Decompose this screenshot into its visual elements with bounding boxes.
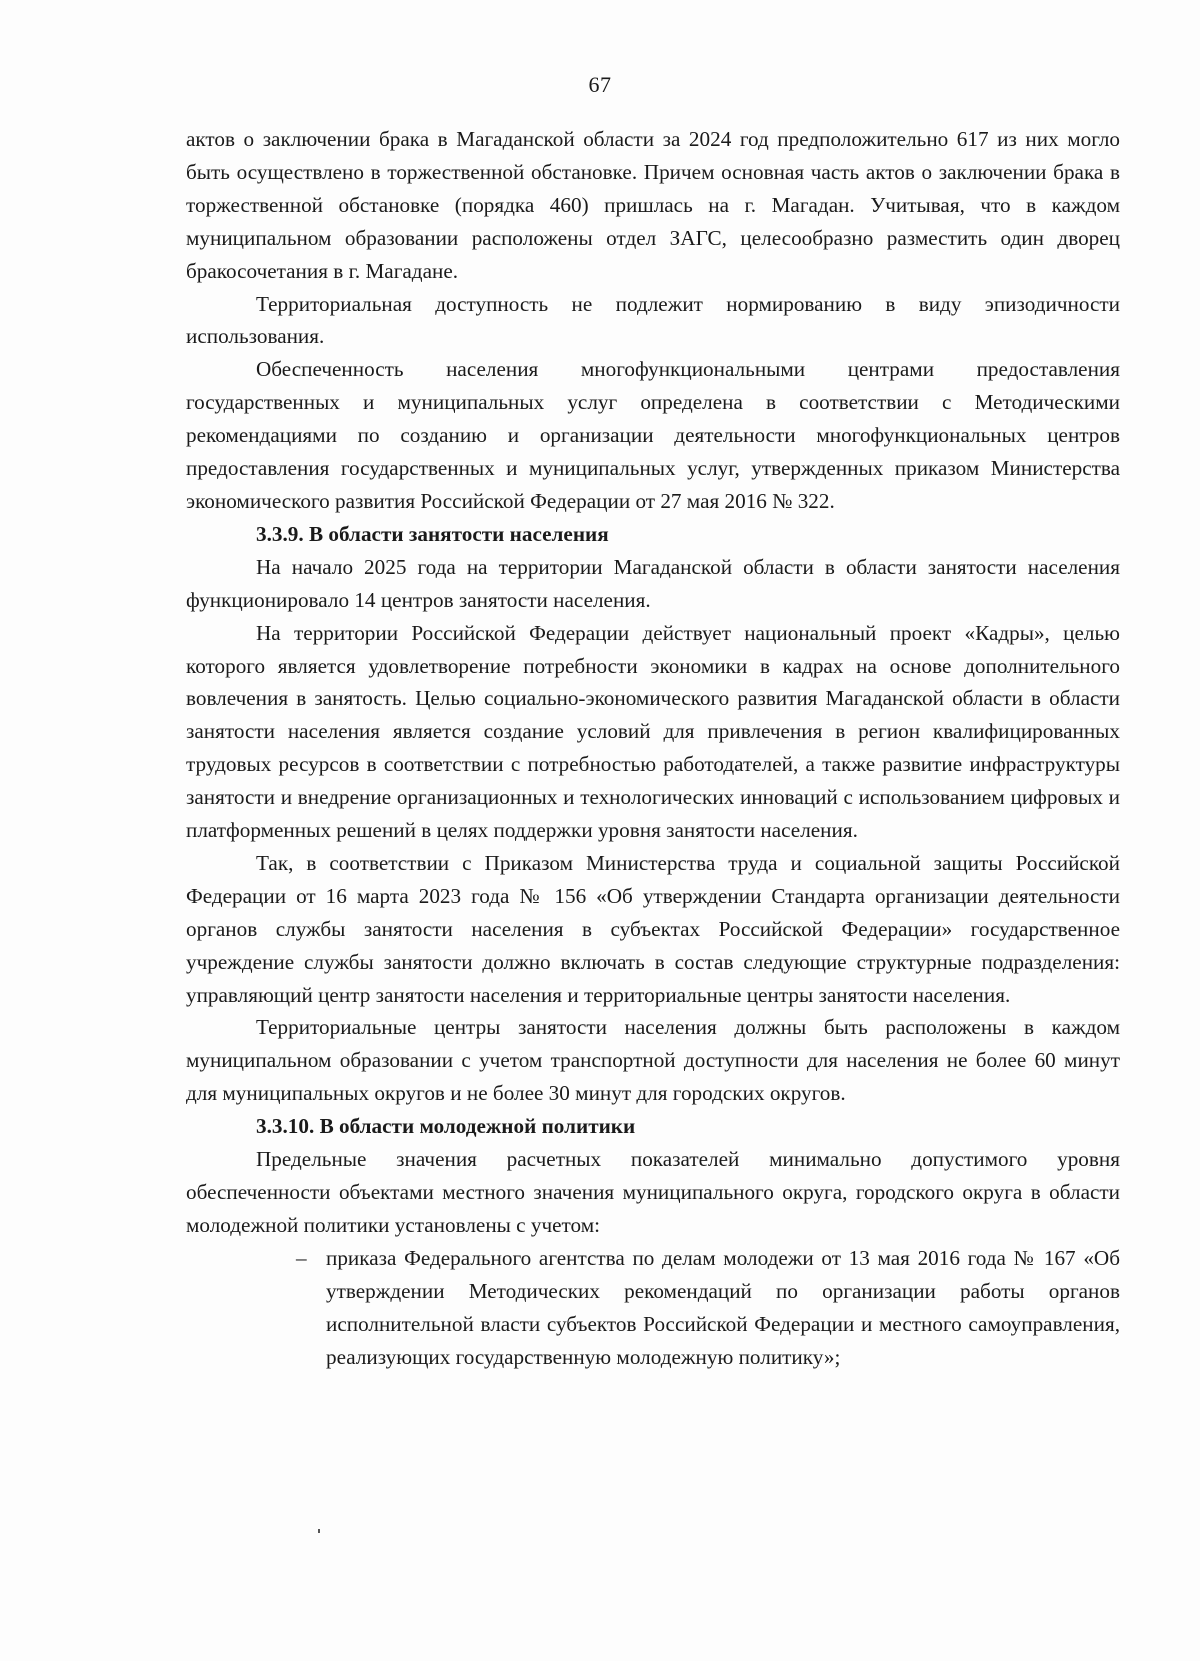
- page-body: [186, 123, 1120, 1373]
- section-heading: 3.3.9. В области занятости населения: [256, 521, 609, 546]
- paragraph: Территориальные центры занятости населения должны быть расположены в каждом муниципальном образовании с учетом транспортной доступности для населения не более 60 минут для муниципальных округов и не более 30 минут для городских округов.: [186, 1015, 1120, 1106]
- paragraph: На территории Российской Федерации действует национальный проект «Кадры», целью которого является удовлетворение потребности экономики в кадрах на основе дополнительного вовлечения в занятость. Целью социально-экономического развития Магаданской области в области занятости населения является создание условий для привлечения в регион квалифицированных трудовых ресурсов в соответствии с потребностью работодателей, а также развитие инфраструктуры занятости и внедрение организационных и технологических инноваций с использованием цифровых и платформенных решений в целях поддержки уровня занятости населения.: [186, 620, 1120, 843]
- paragraph: Предельные значения расчетных показателей минимально допустимого уровня обеспеченности объектами местного значения муниципального округа, городского округа в области молодежной политики установлены с учетом:: [186, 1147, 1120, 1237]
- dash-list: [186, 1242, 1120, 1374]
- paragraph: Так, в соответствии с Приказом Министерства труда и социальной защиты Российской Федерации от 16 марта 2023 года № 156 «Об утверждении Стандарта организации деятельности органов службы занятости населения в субъектах Российской Федерации» государственное учреждение службы занятости должно включать в состав следующие структурные подразделения: управляющий центр занятости населения и территориальные центры занятости населения.: [186, 850, 1120, 1007]
- dash-bullet-icon: –: [296, 1245, 307, 1270]
- page-number: 67: [588, 72, 612, 97]
- section-heading: 3.3.10. В области молодежной политики: [256, 1114, 636, 1139]
- list-item: [296, 1242, 1120, 1374]
- scan-speck: [318, 1529, 320, 1533]
- paragraph: Обеспеченность населения многофункциональными центрами предоставления государственных и муниципальных услуг определена в соответствии с Методическими рекомендациями по созданию и организации деятельности многофункциональных центров предоставления государственных и муниципальных услуг, утвержденных приказом Министерства экономического развития Российской Федерации от 27 мая 2016 № 322.: [186, 357, 1120, 513]
- paragraph: На начало 2025 года на территории Магаданской области в области занятости населения функционировало 14 центров занятости населения.: [186, 554, 1120, 612]
- list-item-text: приказа Федерального агентства по делам молодежи от 13 мая 2016 года № 167 «Об утверждении Методических рекомендаций по организации работы органов исполнительной власти субъектов Российской Федерации и местного самоуправления, реализующих государственную молодежную политику»;: [326, 1245, 1120, 1369]
- paragraph: Территориальная доступность не подлежит нормированию в виду эпизодичности использования.: [186, 291, 1120, 349]
- paragraph-continuation: актов о заключении брака в Магаданской области за 2024 год предположительно 617 из них могло быть осуществлено в торжественной обстановке. Причем основная часть актов о заключении брака в торжественной обстановке (порядка 460) пришлась на г. Магадан. Учитывая, что в каждом муниципальном образовании расположены отдел ЗАГС, целесообразно разместить один дворец бракосочетания в г. Магадане.: [186, 127, 1120, 283]
